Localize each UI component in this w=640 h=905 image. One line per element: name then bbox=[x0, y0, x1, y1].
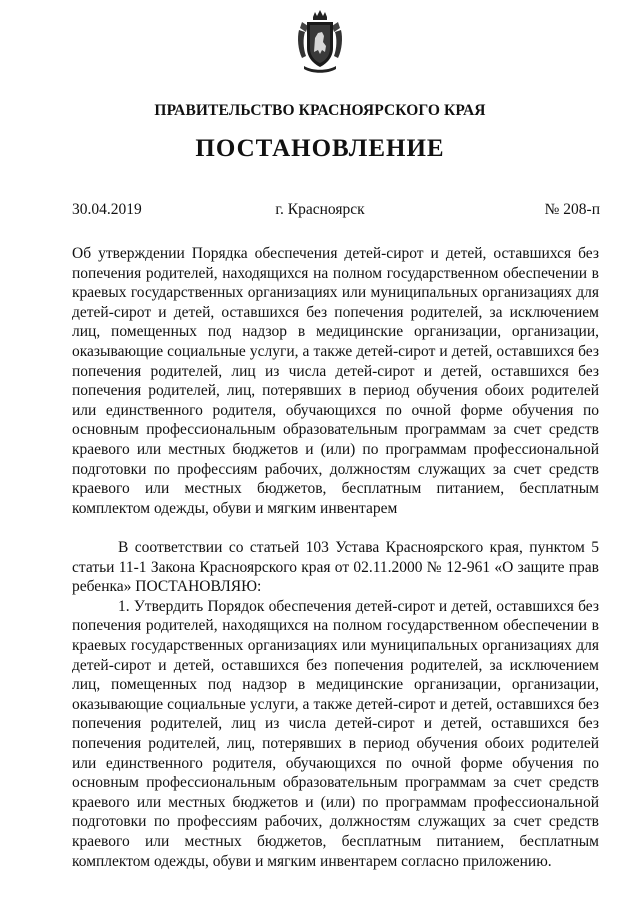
preamble-paragraph: В соответствии со статьей 103 Устава Красноярского края, пунктом 5 статьи 11-1 Закона Красноярского края от 02.11.2000 № 12-961 «О защите прав ребенка» ПОСТАНОВЛЯЮ: bbox=[72, 539, 599, 596]
organization-name: ПРАВИТЕЛЬСТВО КРАСНОЯРСКОГО КРАЯ bbox=[154, 102, 486, 119]
document-type: ПОСТАНОВЛЕНИЕ bbox=[195, 135, 445, 162]
document-body bbox=[72, 538, 599, 871]
document-place: г. Красноярск bbox=[275, 201, 365, 218]
item-1-paragraph: 1. Утвердить Порядок обеспечения детей-сирот и детей, оставшихся без попечения родителей, находящихся на полном государственном обеспечении в краевых государственных организациях или муниципальных организациях для детей-сирот и детей, оставшихся без попечения родителей, за исключением лиц, помещенных под надзор в медицинские организации, организации, оказывающие социальные услуги, а также детей-сирот и детей, оставшихся без попечения родителей, лиц из числа детей-сирот и детей, оставшихся без попечения родителей, лиц, потерявших в период обучения обоих родителей или единственного родителя, обучающихся по очной форме обучения по основным профессиональным образовательным программам за счет средств краевого или местных бюджетов и (или) по программам профессиональной подготовки по профессиям рабочих, должностям служащих за счет средств краевого или местных бюджетов, бесплатным питанием, бесплатным комплектом одежды, обуви и мягким инвентарем согласно приложению. bbox=[72, 597, 599, 870]
document-title: Об утверждении Порядка обеспечения детей-сирот и детей, оставшихся без попечения родителей, находящихся на полном государственном обеспечении в краевых государственных организациях или муниципальных организациях для детей-сирот и детей, оставшихся без попечения родителей, за исключением лиц, помещенных под надзор в медицинские организации, организации, оказывающие социальные услуги, а также детей-сирот и детей, оставшихся без попечения родителей, лиц из числа детей-сирот и детей, оставшихся без попечения родителей, лиц, потерявших в период обучения обоих родителей или единственного родителя, обучающихся по очной форме обучения по основным профессиональным образовательным программам за счет средств краевого или местных бюджетов и (или) по программам профессиональной подготовки по профессиям рабочих, должностям служащих за счет средств краевого или местных бюджетов, бесплатным питанием, бесплатным комплектом одежды, обуви и мягким инвентарем bbox=[72, 245, 599, 517]
coat-of-arms-icon bbox=[296, 8, 344, 74]
document-number: № 208-п bbox=[544, 201, 600, 218]
document-date: 30.04.2019 bbox=[72, 201, 142, 218]
